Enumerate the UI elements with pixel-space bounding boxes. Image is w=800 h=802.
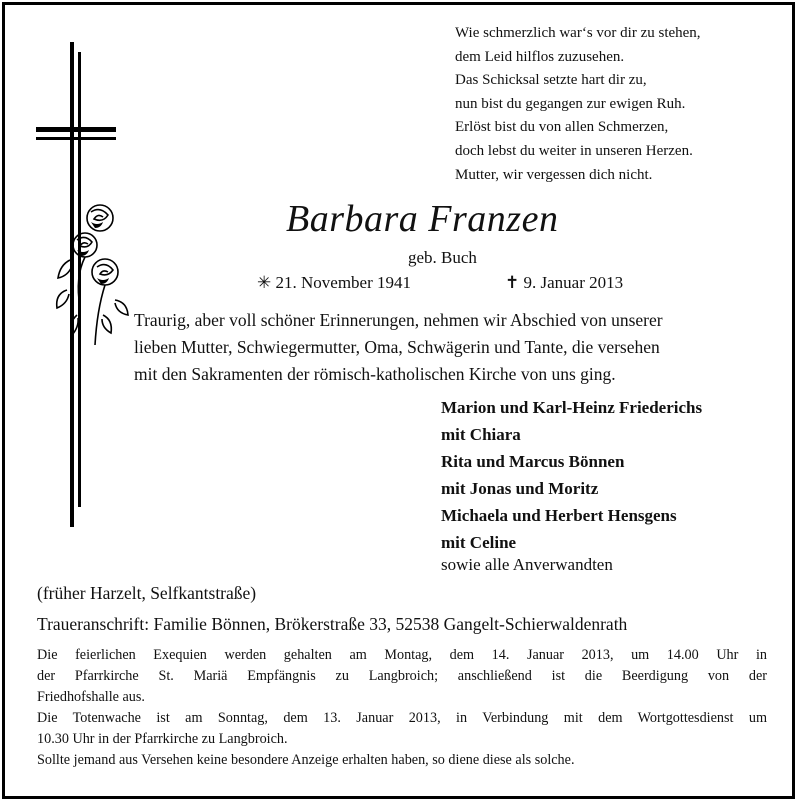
poem-line: doch lebst du weiter in unseren Herzen. — [455, 142, 693, 159]
rose-icon — [55, 200, 130, 350]
poem-line: Erlöst bist du von allen Schmerzen, — [455, 119, 669, 136]
birth-star-icon: ✳ — [257, 273, 272, 292]
intro-line: Traurig, aber voll schöner Erinnerungen, nehmen wir Abschied von unserer — [134, 310, 663, 330]
death-date — [505, 273, 623, 293]
details-line: Friedhofshalle aus. — [37, 689, 145, 705]
family-line: Rita und Marcus Bönnen — [441, 452, 625, 471]
family-line: mit Celine — [441, 533, 517, 552]
family-list — [441, 394, 702, 556]
family-line: Marion und Karl-Heinz Friederichs — [441, 398, 703, 417]
maiden-name: geb. Buch — [408, 248, 477, 267]
details-line: Die Totenwache ist am Sonntag, dem 13. Januar 2013, in Verbindung mit dem Wortgottesdienst um — [37, 710, 767, 726]
poem — [455, 22, 701, 187]
poem-line: nun bist du gegangen zur ewigen Ruh. — [455, 95, 686, 112]
poem-line: Das Schicksal setzte hart dir zu, — [455, 72, 647, 89]
details-line: Die feierlichen Exequien werden gehalten am Montag, dem 14. Januar 2013, um 14.00 Uhr in — [37, 647, 767, 663]
intro-text — [134, 307, 663, 388]
poem-line: Mutter, wir vergessen dich nicht. — [455, 166, 653, 183]
former-address: (früher Harzelt, Selfkantstraße) — [37, 583, 257, 603]
service-details — [37, 645, 767, 771]
mourning-address: Traueranschrift: Familie Bönnen, Brökerstraße 33, 52538 Gangelt-Schierwaldenrath — [37, 614, 628, 634]
family-line: Michaela und Herbert Hensgens — [441, 506, 677, 525]
death-cross-icon: ✝ — [505, 273, 520, 292]
intro-line: lieben Mutter, Schwiegermutter, Oma, Schwägerin und Tante, die versehen — [134, 337, 660, 357]
family-line: mit Chiara — [441, 425, 521, 444]
intro-line: mit den Sakramenten der römisch-katholischen Kirche von uns ging. — [134, 364, 616, 384]
poem-line: Wie schmerzlich war‘s vor dir zu stehen, — [455, 25, 701, 41]
details-line: der Pfarrkirche St. Mariä Empfängnis zu Langbroich; anschließend ist die Beerdigung von der — [37, 668, 767, 684]
family-line: mit Jonas und Moritz — [441, 479, 599, 498]
details-line: 10.30 Uhr in der Pfarrkirche zu Langbroich. — [37, 731, 288, 747]
birth-date — [257, 273, 411, 293]
poem-line: dem Leid hilflos zuzusehen. — [455, 48, 625, 65]
relatives-line: sowie alle Anverwandten — [441, 555, 613, 574]
death-date-text: 9. Januar 2013 — [523, 273, 624, 292]
deceased-name: Barbara Franzen — [286, 198, 559, 240]
details-line: Sollte jemand aus Versehen keine besondere Anzeige erhalten haben, so diene diese als solche. — [37, 752, 575, 768]
birth-date-text: 21. November 1941 — [275, 273, 412, 292]
